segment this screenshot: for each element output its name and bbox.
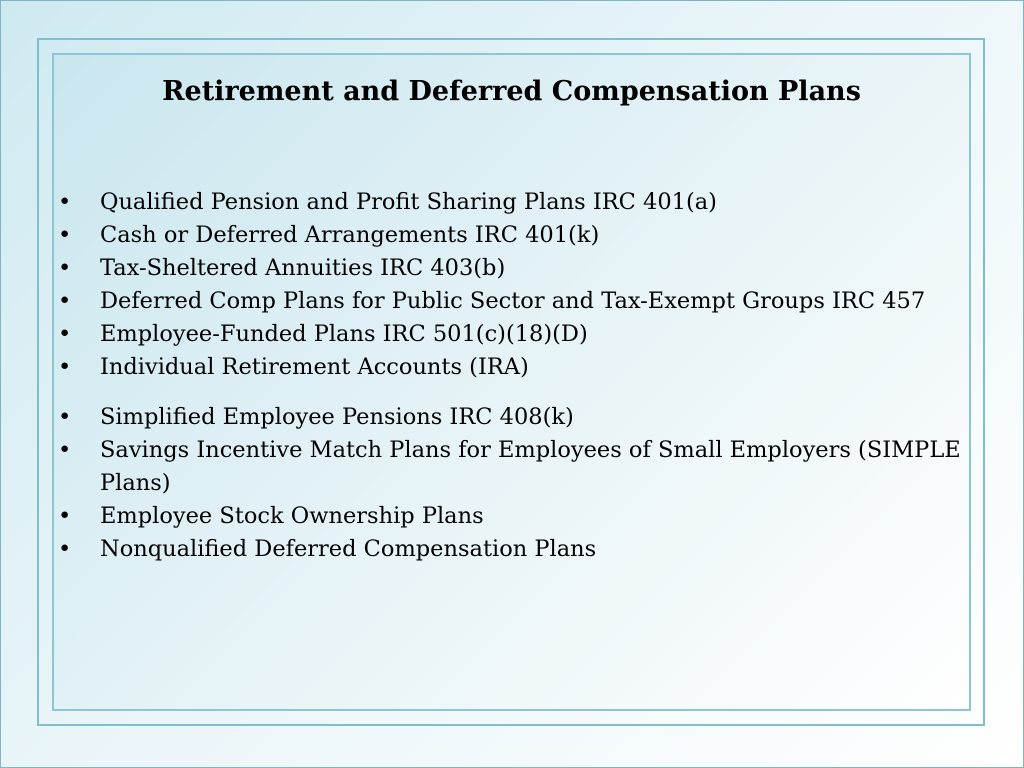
list-item-text: Qualified Pension and Profit Sharing Plans IRC 401(a) [100, 189, 717, 215]
list-item-text: Tax-Sheltered Annuities IRC 403(b) [100, 255, 506, 281]
bullet-icon: • [58, 321, 72, 347]
slide-title: Retirement and Deferred Compensation Plans [162, 76, 861, 107]
list-item-text: Savings Incentive Match Plans for Employees of Small Employers (SIMPLE Plans) [100, 437, 961, 496]
list-item [58, 500, 963, 533]
bullet-icon: • [58, 536, 72, 562]
list-item-text: Individual Retirement Accounts (IRA) [100, 354, 529, 380]
list-item-text: Employee-Funded Plans IRC 501(c)(18)(D) [100, 321, 588, 347]
list-item [58, 186, 963, 219]
bullet-icon: • [58, 354, 72, 380]
list-item [58, 219, 963, 252]
list-item-text: Employee Stock Ownership Plans [100, 503, 484, 529]
bullet-icon: • [58, 503, 72, 529]
bullet-list [58, 186, 963, 566]
list-item-text: Cash or Deferred Arrangements IRC 401(k) [100, 222, 600, 248]
list-item-text: Simplified Employee Pensions IRC 408(k) [100, 404, 574, 430]
bullet-icon: • [58, 437, 72, 463]
list-item [58, 401, 963, 434]
bullet-icon: • [58, 255, 72, 281]
list-item [58, 318, 963, 351]
list-item [58, 351, 963, 384]
bullet-icon: • [58, 189, 72, 215]
list-item [58, 434, 963, 500]
bullet-icon: • [58, 222, 72, 248]
bullet-icon: • [58, 288, 72, 314]
bullet-icon: • [58, 404, 72, 430]
list-item [58, 533, 963, 566]
list-item [58, 285, 963, 318]
list-item [58, 252, 963, 285]
list-item-text: Deferred Comp Plans for Public Sector and Tax-Exempt Groups IRC 457 [100, 288, 926, 314]
list-item-text: Nonqualified Deferred Compensation Plans [100, 536, 597, 562]
